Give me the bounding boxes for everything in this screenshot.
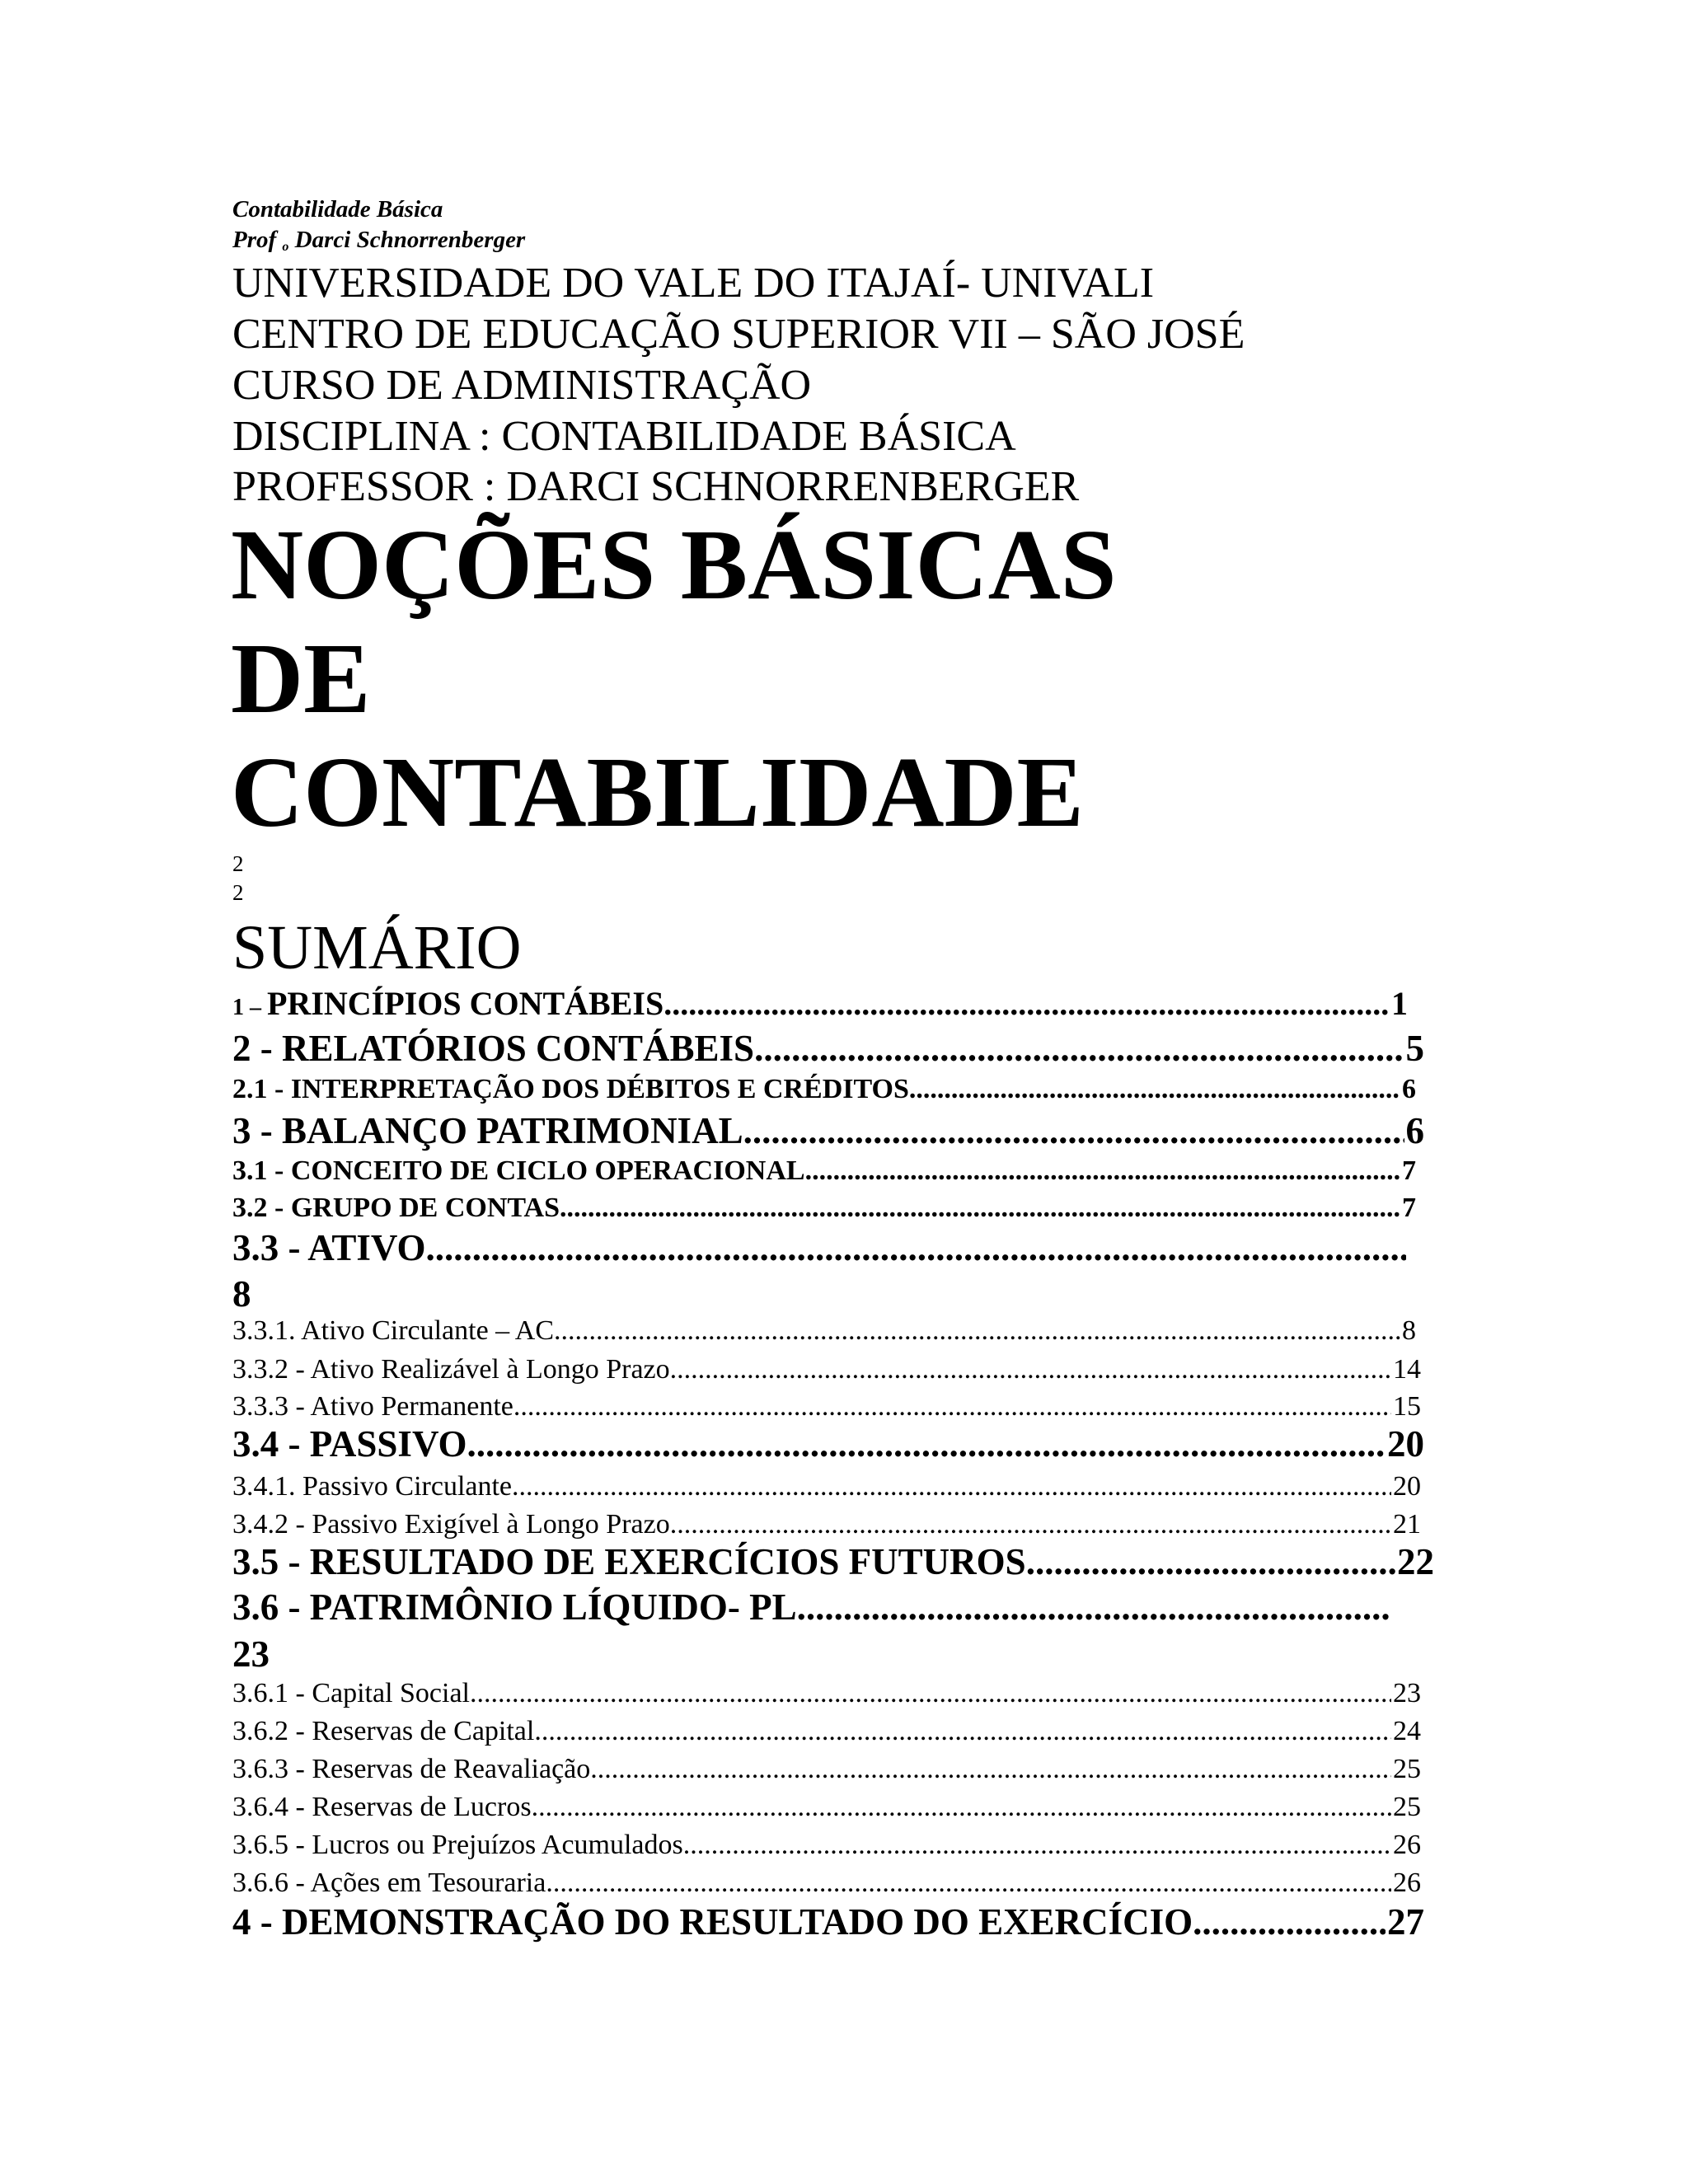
- institution-course: CURSO DE ADMINISTRAÇÃO: [232, 362, 812, 409]
- toc-entry[interactable]: [232, 1227, 1406, 1268]
- toc-page: 1: [1391, 985, 1408, 1022]
- toc-leader: [743, 1113, 1404, 1150]
- toc-entry[interactable]: [232, 1511, 1421, 1539]
- toc-page: 27: [1387, 1901, 1424, 1943]
- header-prof-superscript: o: [282, 240, 289, 254]
- institution-center: CENTRO DE EDUCAÇÃO SUPERIOR VII – SÃO JOSÉ: [232, 311, 1245, 358]
- toc-leader: [797, 1589, 1390, 1626]
- toc-title: 3 - BALANÇO PATRIMONIAL: [232, 1110, 743, 1151]
- toc-page: 25: [1393, 1792, 1421, 1822]
- toc-page: 23: [232, 1633, 270, 1675]
- toc-leader: [560, 1194, 1400, 1222]
- toc-entry[interactable]: [232, 1680, 1421, 1708]
- toc-leader: [426, 1230, 1406, 1267]
- toc-title: 3.6 - PATRIMÔNIO LÍQUIDO- PL: [232, 1586, 797, 1628]
- toc-page: 8: [1402, 1315, 1416, 1346]
- page-number-2: 2: [232, 880, 244, 905]
- toc-title: 3.2 - GRUPO DE CONTAS: [232, 1193, 560, 1223]
- toc-entry[interactable]: [232, 1541, 1434, 1582]
- toc-title: 3.6.6 - Ações em Tesouraria: [232, 1868, 546, 1898]
- toc-leader: [467, 1426, 1386, 1463]
- toc-page: 20: [1393, 1471, 1421, 1502]
- toc-page: 5: [1405, 1028, 1424, 1069]
- toc-page: 21: [1393, 1509, 1421, 1540]
- toc-entry[interactable]: [232, 1586, 1390, 1628]
- toc-leader: [805, 1157, 1400, 1185]
- toc-leader: [1026, 1544, 1395, 1581]
- toc-leader: [670, 1356, 1391, 1384]
- toc-page: 24: [1393, 1716, 1421, 1746]
- toc-title: 3.4.2 - Passivo Exigível à Longo Prazo: [232, 1509, 670, 1540]
- toc-title: 2.1 - INTERPRETAÇÃO DOS DÉBITOS E CRÉDITOS: [232, 1074, 909, 1104]
- institution-professor: PROFESSOR : DARCI SCHNORRENBERGER: [232, 463, 1080, 510]
- institution-discipline: DISCIPLINA : CONTABILIDADE BÁSICA: [232, 413, 1016, 460]
- toc-page: 14: [1393, 1354, 1421, 1385]
- toc-entry[interactable]: [232, 1718, 1421, 1746]
- institution-university: UNIVERSIDADE DO VALE DO ITAJAÍ- UNIVALI: [232, 260, 1155, 307]
- toc-leader: [590, 1755, 1391, 1783]
- toc-entry[interactable]: [232, 987, 1408, 1020]
- toc-entry[interactable]: [232, 1030, 1424, 1067]
- toc-leader: [470, 1680, 1391, 1708]
- toc-entry[interactable]: [232, 1793, 1421, 1821]
- document-title-line-1: NOÇÕES BÁSICAS: [231, 509, 1117, 621]
- toc-title: 3.6.2 - Reservas de Capital: [232, 1716, 535, 1746]
- toc-page: 7: [1402, 1155, 1416, 1186]
- toc-entry[interactable]: [232, 1393, 1421, 1421]
- toc-leader: [554, 1317, 1400, 1345]
- document-title-line-2: DE: [231, 623, 371, 734]
- toc-page: 7: [1402, 1193, 1416, 1223]
- toc-leader: [513, 1393, 1391, 1421]
- toc-page: 25: [1393, 1754, 1421, 1784]
- toc-leader: [1193, 1904, 1386, 1941]
- toc-title: 3.3.2 - Ativo Realizável à Longo Prazo: [232, 1354, 670, 1385]
- toc-page: 15: [1393, 1391, 1421, 1422]
- toc-title: 3.5 - RESULTADO DE EXERCÍCIOS FUTUROS: [232, 1541, 1026, 1582]
- toc-entry[interactable]: [232, 1901, 1424, 1943]
- toc-entry[interactable]: [232, 1317, 1416, 1345]
- toc-page: 6: [1405, 1110, 1424, 1151]
- document-title-line-3: CONTABILIDADE: [231, 737, 1084, 848]
- header-prof-prefix: Prof: [232, 227, 277, 253]
- toc-leader: [909, 1076, 1400, 1104]
- toc-entry[interactable]: [232, 1110, 1424, 1151]
- header-prof-name: Darci Schnorrenberger: [294, 227, 526, 253]
- page-number-1: 2: [232, 851, 244, 876]
- toc-title: 3.4 - PASSIVO: [232, 1423, 467, 1465]
- toc-entry[interactable]: [232, 1356, 1421, 1384]
- toc-title: 3.6.1 - Capital Social: [232, 1678, 471, 1708]
- toc-page: 20: [1387, 1423, 1424, 1465]
- toc-title: 3.3.3 - Ativo Permanente: [232, 1391, 513, 1422]
- toc-title: 3.4.1. Passivo Circulante: [232, 1471, 513, 1502]
- toc-entry[interactable]: [232, 1157, 1416, 1185]
- toc-title: 3.6.4 - Reservas de Lucros: [232, 1792, 532, 1822]
- toc-leader: [683, 1831, 1391, 1859]
- toc-entry[interactable]: [232, 1423, 1424, 1465]
- toc-title: 4 - DEMONSTRAÇÃO DO RESULTADO DO EXERCÍCIO: [232, 1901, 1193, 1943]
- toc-title: 3.6.3 - Reservas de Reavaliação: [232, 1754, 591, 1784]
- toc-leader: [546, 1869, 1391, 1897]
- toc-page: 26: [1393, 1830, 1421, 1860]
- toc-leader: [534, 1718, 1391, 1746]
- toc-page: 8: [232, 1273, 251, 1315]
- toc-page: 26: [1393, 1868, 1421, 1898]
- toc-entry[interactable]: [232, 1869, 1421, 1897]
- toc-leader: [670, 1511, 1391, 1539]
- toc-leader: [754, 1030, 1404, 1067]
- summary-heading: SUMÁRIO: [232, 913, 522, 982]
- toc-title: 3.6.5 - Lucros ou Prejuízos Acumulados: [232, 1830, 683, 1860]
- toc-page: 6: [1402, 1074, 1416, 1104]
- toc-page: 23: [1393, 1678, 1421, 1708]
- toc-entry[interactable]: [232, 1755, 1421, 1783]
- toc-title: 1 – PRINCÍPIOS CONTÁBEIS: [232, 985, 664, 1022]
- toc-entry[interactable]: [232, 1473, 1421, 1501]
- header-professor: [232, 228, 525, 254]
- toc-leader: [512, 1473, 1391, 1501]
- toc-page: 22: [1397, 1541, 1434, 1582]
- toc-title: 2 - RELATÓRIOS CONTÁBEIS: [232, 1028, 755, 1069]
- toc-leader: [663, 987, 1390, 1020]
- toc-title: 3.3.1. Ativo Circulante – AC: [232, 1315, 555, 1346]
- toc-entry[interactable]: [232, 1076, 1416, 1104]
- toc-entry[interactable]: [232, 1831, 1421, 1859]
- toc-title: 3.1 - CONCEITO DE CICLO OPERACIONAL: [232, 1155, 805, 1186]
- toc-title: 3.3 - ATIVO: [232, 1227, 426, 1268]
- toc-entry[interactable]: [232, 1194, 1416, 1222]
- header-course: Contabilidade Básica: [232, 196, 443, 223]
- toc-leader: [532, 1793, 1391, 1821]
